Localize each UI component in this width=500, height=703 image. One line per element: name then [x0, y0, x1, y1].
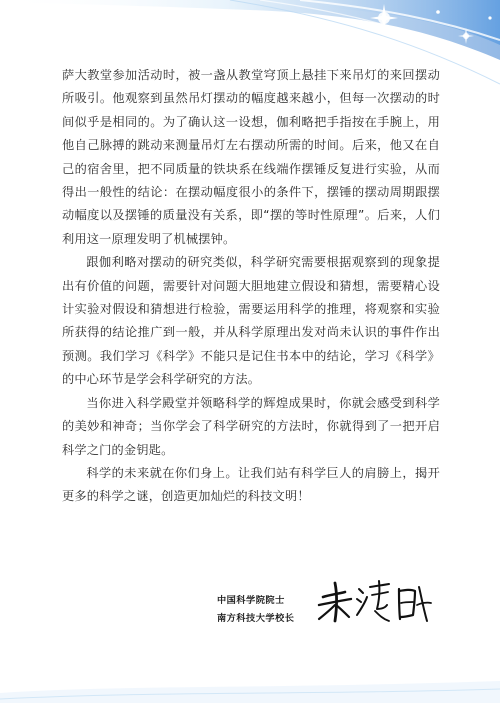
preface-body	[62, 64, 440, 509]
bottom-wave-decoration	[0, 663, 500, 703]
paragraph: 跟伽利略对摆动的研究类似，科学研究需要根据观察到的现象提出有价值的问题，需要针对问题大胆地建立假设和猜想，需要精心设计实验对假设和猜想进行检验，需要运用科学的推理，将观察和实验所获得的结论推广到一般，并从科学原理出发对尚未认识的事件作出预测。我们学习《科学》不能只是记住书本中的结论，学习《科学》的中心环节是学会科学研究的方法。	[62, 255, 440, 387]
author-title-block	[217, 592, 295, 628]
paragraph: 当你进入科学殿堂并领略科学的辉煌成果时，你就会感受到科学的美妙和神奇；当你学会了科学研究的方法时，你就得到了一把开启科学之门的金钥匙。	[62, 395, 440, 457]
author-title-president: 南方科技大学校长	[217, 613, 295, 624]
paragraph: 科学的未来就在你们身上。让我们站有科学巨人的肩膀上，揭开更多的科学之谜，创造更加灿烂的科技文明！	[62, 465, 440, 504]
handwritten-signature	[315, 575, 435, 627]
paragraph: 萨大教堂参加活动时，被一盏从教堂穹顶上悬挂下来吊灯的来回摆动所吸引。他观察到虽然吊灯摆动的幅度越来越小，但每一次摆动的时间似乎是相同的。为了确认这一设想，伽利略把手指按在手腕上，用他自己脉搏的跳动来测量吊灯左右摆动所需的时间。后来，他又在自己的宿舍里，把不同质量的铁块系在线端作摆锤反复进行实验，从而得出一般性的结论：在摆动幅度很小的条件下，摆锤的摆动周期跟摆动幅度以及摆锤的质量没有关系，即“摆的等时性原理”。后来，人们利用这一原理发明了机械摆钟。	[62, 68, 440, 246]
author-title-academician: 中国科学院院士	[217, 595, 285, 606]
